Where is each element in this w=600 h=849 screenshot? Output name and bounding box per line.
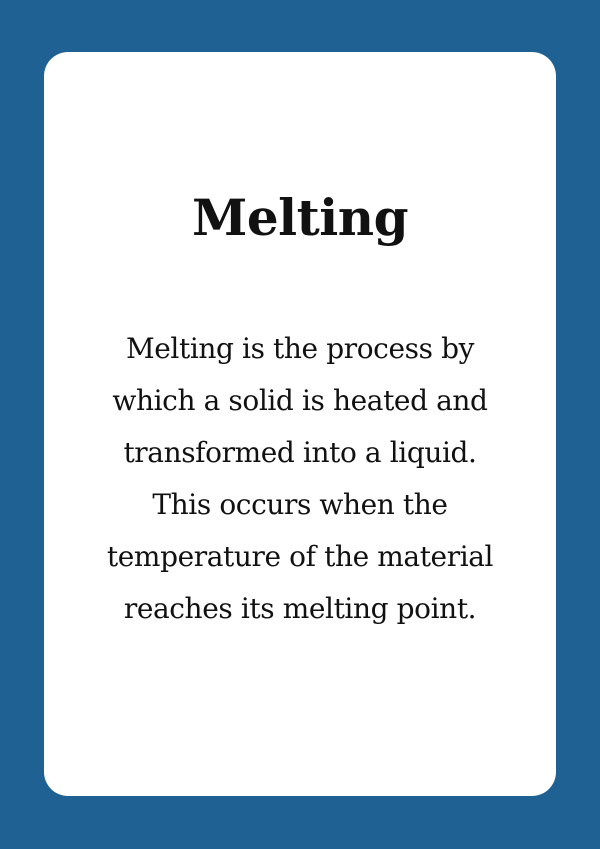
definition-line: reaches its melting point. [123,592,477,625]
definition-line: Melting is the process by [125,332,475,365]
card-title: Melting [191,188,409,247]
definition-line: This occurs when the [152,488,448,521]
card-definition-text [50,323,550,635]
definition-card [44,52,556,796]
definition-line: transformed into a liquid. [123,436,477,469]
definition-line: temperature of the material [106,540,494,573]
definition-line: which a solid is heated and [112,384,488,417]
